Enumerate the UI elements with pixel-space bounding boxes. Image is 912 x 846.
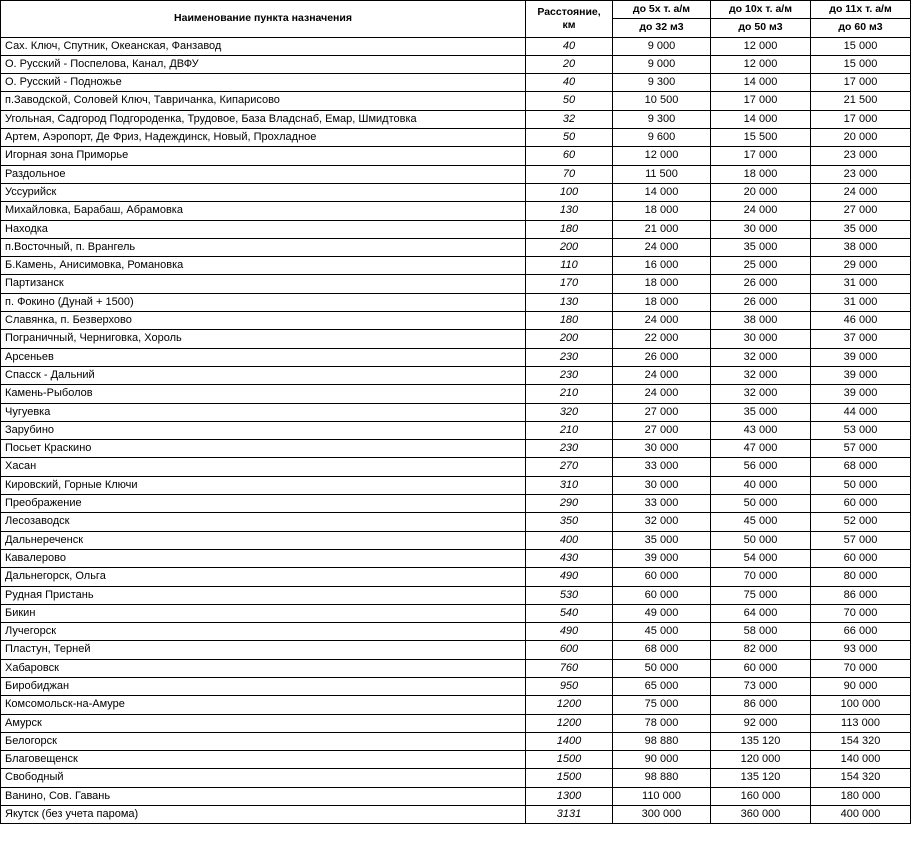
price-11t-cell: 24 000 — [811, 183, 911, 201]
price-10t-cell: 86 000 — [711, 696, 811, 714]
table-row — [1, 257, 911, 275]
price-10t-cell: 120 000 — [711, 751, 811, 769]
price-5t-cell: 50 000 — [613, 659, 711, 677]
price-11t-cell: 60 000 — [811, 549, 911, 567]
table-row — [1, 293, 911, 311]
price-5t-cell: 9 300 — [613, 74, 711, 92]
header-truck11-top: до 11х т. а/м — [811, 1, 911, 19]
distance-cell: 70 — [526, 165, 613, 183]
destination-name-cell: Биробиджан — [1, 677, 526, 695]
price-11t-cell: 44 000 — [811, 403, 911, 421]
price-11t-cell: 27 000 — [811, 202, 911, 220]
table-row — [1, 495, 911, 513]
distance-cell: 350 — [526, 513, 613, 531]
destination-name-cell: Благовещенск — [1, 751, 526, 769]
table-row — [1, 696, 911, 714]
distance-cell: 540 — [526, 604, 613, 622]
price-11t-cell: 53 000 — [811, 421, 911, 439]
price-10t-cell: 18 000 — [711, 165, 811, 183]
destination-name-cell: Свободный — [1, 769, 526, 787]
table-row — [1, 751, 911, 769]
price-10t-cell: 32 000 — [711, 348, 811, 366]
price-5t-cell: 22 000 — [613, 330, 711, 348]
price-10t-cell: 45 000 — [711, 513, 811, 531]
destination-name-cell: Якутск (без учета парома) — [1, 806, 526, 824]
distance-cell: 490 — [526, 568, 613, 586]
price-11t-cell: 66 000 — [811, 623, 911, 641]
destination-name-cell: Сах. Ключ, Спутник, Океанская, Фанзавод — [1, 37, 526, 55]
destination-name-cell: Дальнегорск, Ольга — [1, 568, 526, 586]
price-10t-cell: 26 000 — [711, 275, 811, 293]
price-11t-cell: 23 000 — [811, 165, 911, 183]
destination-name-cell: Спасск - Дальний — [1, 366, 526, 384]
price-11t-cell: 57 000 — [811, 531, 911, 549]
price-11t-cell: 154 320 — [811, 769, 911, 787]
price-10t-cell: 54 000 — [711, 549, 811, 567]
distance-cell: 290 — [526, 495, 613, 513]
table-row — [1, 348, 911, 366]
price-11t-cell: 50 000 — [811, 476, 911, 494]
price-11t-cell: 39 000 — [811, 366, 911, 384]
price-11t-cell: 31 000 — [811, 275, 911, 293]
price-5t-cell: 65 000 — [613, 677, 711, 695]
distance-cell: 1200 — [526, 714, 613, 732]
price-5t-cell: 18 000 — [613, 293, 711, 311]
header-distance-line1: Расстояние, — [537, 5, 601, 18]
price-11t-cell: 23 000 — [811, 147, 911, 165]
destination-name-cell: Лесозаводск — [1, 513, 526, 531]
price-5t-cell: 300 000 — [613, 806, 711, 824]
price-5t-cell: 10 500 — [613, 92, 711, 110]
price-10t-cell: 14 000 — [711, 74, 811, 92]
price-11t-cell: 68 000 — [811, 458, 911, 476]
price-10t-cell: 50 000 — [711, 495, 811, 513]
header-truck5-bottom: до 32 м3 — [613, 19, 711, 37]
price-10t-cell: 32 000 — [711, 366, 811, 384]
price-10t-cell: 47 000 — [711, 440, 811, 458]
table-row — [1, 604, 911, 622]
price-11t-cell: 154 320 — [811, 732, 911, 750]
price-10t-cell: 26 000 — [711, 293, 811, 311]
price-11t-cell: 15 000 — [811, 55, 911, 73]
destination-name-cell: О. Русский - Поспелова, Канал, ДВФУ — [1, 55, 526, 73]
table-row — [1, 458, 911, 476]
price-10t-cell: 20 000 — [711, 183, 811, 201]
price-5t-cell: 9 000 — [613, 55, 711, 73]
table-row — [1, 110, 911, 128]
price-11t-cell: 80 000 — [811, 568, 911, 586]
price-5t-cell: 26 000 — [613, 348, 711, 366]
price-5t-cell: 24 000 — [613, 312, 711, 330]
price-10t-cell: 64 000 — [711, 604, 811, 622]
price-10t-cell: 15 500 — [711, 129, 811, 147]
header-truck10-top: до 10х т. а/м — [711, 1, 811, 19]
distance-cell: 100 — [526, 183, 613, 201]
price-10t-cell: 56 000 — [711, 458, 811, 476]
distance-cell: 530 — [526, 586, 613, 604]
price-11t-cell: 86 000 — [811, 586, 911, 604]
distance-cell: 40 — [526, 74, 613, 92]
price-10t-cell: 14 000 — [711, 110, 811, 128]
destination-name-cell: Зарубино — [1, 421, 526, 439]
price-11t-cell: 57 000 — [811, 440, 911, 458]
distance-cell: 270 — [526, 458, 613, 476]
price-10t-cell: 360 000 — [711, 806, 811, 824]
price-5t-cell: 78 000 — [613, 714, 711, 732]
price-10t-cell: 70 000 — [711, 568, 811, 586]
price-10t-cell: 135 120 — [711, 769, 811, 787]
price-5t-cell: 24 000 — [613, 238, 711, 256]
header-truck10-bottom: до 50 м3 — [711, 19, 811, 37]
price-11t-cell: 400 000 — [811, 806, 911, 824]
price-11t-cell: 52 000 — [811, 513, 911, 531]
distance-cell: 320 — [526, 403, 613, 421]
price-5t-cell: 35 000 — [613, 531, 711, 549]
price-10t-cell: 60 000 — [711, 659, 811, 677]
price-10t-cell: 12 000 — [711, 55, 811, 73]
destination-name-cell: Пограничный, Черниговка, Хороль — [1, 330, 526, 348]
price-5t-cell: 39 000 — [613, 549, 711, 567]
distance-cell: 1200 — [526, 696, 613, 714]
price-11t-cell: 140 000 — [811, 751, 911, 769]
price-10t-cell: 35 000 — [711, 238, 811, 256]
table-row — [1, 549, 911, 567]
price-10t-cell: 17 000 — [711, 92, 811, 110]
price-10t-cell: 17 000 — [711, 147, 811, 165]
table-row — [1, 403, 911, 421]
price-5t-cell: 27 000 — [613, 403, 711, 421]
price-11t-cell: 113 000 — [811, 714, 911, 732]
price-5t-cell: 68 000 — [613, 641, 711, 659]
table-row — [1, 714, 911, 732]
table-row — [1, 366, 911, 384]
header-distance — [526, 1, 613, 38]
price-11t-cell: 46 000 — [811, 312, 911, 330]
table-row — [1, 623, 911, 641]
price-5t-cell: 60 000 — [613, 568, 711, 586]
distance-cell: 1300 — [526, 787, 613, 805]
distance-cell: 130 — [526, 202, 613, 220]
price-11t-cell: 29 000 — [811, 257, 911, 275]
price-5t-cell: 49 000 — [613, 604, 711, 622]
price-11t-cell: 15 000 — [811, 37, 911, 55]
destination-name-cell: Уссурийск — [1, 183, 526, 201]
price-11t-cell: 70 000 — [811, 659, 911, 677]
distance-cell: 950 — [526, 677, 613, 695]
price-10t-cell: 32 000 — [711, 385, 811, 403]
price-5t-cell: 110 000 — [613, 787, 711, 805]
price-11t-cell: 90 000 — [811, 677, 911, 695]
destination-name-cell: Находка — [1, 220, 526, 238]
price-5t-cell: 30 000 — [613, 476, 711, 494]
price-10t-cell: 92 000 — [711, 714, 811, 732]
destination-name-cell: Лучегорск — [1, 623, 526, 641]
table-row — [1, 74, 911, 92]
table-row — [1, 806, 911, 824]
price-10t-cell: 82 000 — [711, 641, 811, 659]
table-row — [1, 129, 911, 147]
price-5t-cell: 24 000 — [613, 366, 711, 384]
distance-cell: 50 — [526, 129, 613, 147]
price-11t-cell: 35 000 — [811, 220, 911, 238]
table-row — [1, 732, 911, 750]
table-row — [1, 385, 911, 403]
price-5t-cell: 9 600 — [613, 129, 711, 147]
price-10t-cell: 38 000 — [711, 312, 811, 330]
distance-cell: 400 — [526, 531, 613, 549]
price-5t-cell: 60 000 — [613, 586, 711, 604]
price-11t-cell: 180 000 — [811, 787, 911, 805]
table-row — [1, 220, 911, 238]
table-row — [1, 787, 911, 805]
distance-cell: 200 — [526, 238, 613, 256]
distance-cell: 40 — [526, 37, 613, 55]
destination-name-cell: Ванино, Сов. Гавань — [1, 787, 526, 805]
price-11t-cell: 39 000 — [811, 385, 911, 403]
price-10t-cell: 12 000 — [711, 37, 811, 55]
price-10t-cell: 43 000 — [711, 421, 811, 439]
table-row — [1, 238, 911, 256]
price-10t-cell: 24 000 — [711, 202, 811, 220]
destination-name-cell: Посьет Краскино — [1, 440, 526, 458]
price-11t-cell: 100 000 — [811, 696, 911, 714]
table-row — [1, 659, 911, 677]
destination-name-cell: Угольная, Садгород Подгороденка, Трудовое, База Владснаб, Емар, Шмидтовка — [1, 110, 526, 128]
distance-cell: 600 — [526, 641, 613, 659]
price-5t-cell: 32 000 — [613, 513, 711, 531]
table-row — [1, 55, 911, 73]
table-row — [1, 769, 911, 787]
destination-name-cell: п.Заводской, Соловей Ключ, Тавричанка, Кипарисово — [1, 92, 526, 110]
destination-name-cell: Кировский, Горные Ключи — [1, 476, 526, 494]
distance-cell: 130 — [526, 293, 613, 311]
price-5t-cell: 11 500 — [613, 165, 711, 183]
price-10t-cell: 50 000 — [711, 531, 811, 549]
table-row — [1, 513, 911, 531]
price-5t-cell: 98 880 — [613, 732, 711, 750]
price-11t-cell: 60 000 — [811, 495, 911, 513]
destination-name-cell: п. Фокино (Дунай + 1500) — [1, 293, 526, 311]
price-5t-cell: 16 000 — [613, 257, 711, 275]
price-10t-cell: 30 000 — [711, 330, 811, 348]
destination-name-cell: Амурск — [1, 714, 526, 732]
destination-name-cell: Раздольное — [1, 165, 526, 183]
table-row — [1, 202, 911, 220]
price-5t-cell: 33 000 — [613, 495, 711, 513]
distance-cell: 20 — [526, 55, 613, 73]
distance-cell: 210 — [526, 385, 613, 403]
distance-cell: 50 — [526, 92, 613, 110]
table-row — [1, 92, 911, 110]
price-10t-cell: 35 000 — [711, 403, 811, 421]
price-5t-cell: 33 000 — [613, 458, 711, 476]
price-5t-cell: 9 300 — [613, 110, 711, 128]
table-row — [1, 531, 911, 549]
price-11t-cell: 17 000 — [811, 110, 911, 128]
distance-cell: 32 — [526, 110, 613, 128]
price-5t-cell: 24 000 — [613, 385, 711, 403]
price-11t-cell: 37 000 — [811, 330, 911, 348]
price-11t-cell: 70 000 — [811, 604, 911, 622]
price-5t-cell: 45 000 — [613, 623, 711, 641]
destination-name-cell: Кавалерово — [1, 549, 526, 567]
destination-name-cell: Преображение — [1, 495, 526, 513]
price-5t-cell: 12 000 — [613, 147, 711, 165]
distance-cell: 3131 — [526, 806, 613, 824]
distance-cell: 210 — [526, 421, 613, 439]
destination-name-cell: Чугуевка — [1, 403, 526, 421]
distance-cell: 180 — [526, 312, 613, 330]
price-5t-cell: 18 000 — [613, 275, 711, 293]
price-10t-cell: 135 120 — [711, 732, 811, 750]
distance-cell: 60 — [526, 147, 613, 165]
table-row — [1, 677, 911, 695]
table-row — [1, 330, 911, 348]
header-truck11-bottom: до 60 м3 — [811, 19, 911, 37]
destination-name-cell: Белогорск — [1, 732, 526, 750]
price-5t-cell: 75 000 — [613, 696, 711, 714]
price-10t-cell: 160 000 — [711, 787, 811, 805]
destination-name-cell: Комсомольск-на-Амуре — [1, 696, 526, 714]
distance-cell: 170 — [526, 275, 613, 293]
destination-name-cell: Камень-Рыболов — [1, 385, 526, 403]
table-row — [1, 568, 911, 586]
table-row — [1, 275, 911, 293]
table-row — [1, 476, 911, 494]
destination-name-cell: О. Русский - Подножье — [1, 74, 526, 92]
distance-cell: 230 — [526, 366, 613, 384]
table-row — [1, 641, 911, 659]
destination-name-cell: Хасан — [1, 458, 526, 476]
distance-cell: 490 — [526, 623, 613, 641]
destination-name-cell: Игорная зона Приморье — [1, 147, 526, 165]
destination-name-cell: Артем, Аэропорт, Де Фриз, Надеждинск, Новый, Прохладное — [1, 129, 526, 147]
table-row — [1, 183, 911, 201]
price-11t-cell: 17 000 — [811, 74, 911, 92]
destination-name-cell: Михайловка, Барабаш, Абрамовка — [1, 202, 526, 220]
header-distance-line2: км — [562, 18, 576, 31]
price-10t-cell: 58 000 — [711, 623, 811, 641]
price-10t-cell: 25 000 — [711, 257, 811, 275]
destination-name-cell: Бикин — [1, 604, 526, 622]
price-5t-cell: 18 000 — [613, 202, 711, 220]
distance-cell: 310 — [526, 476, 613, 494]
price-11t-cell: 38 000 — [811, 238, 911, 256]
distance-cell: 1500 — [526, 751, 613, 769]
distance-cell: 1500 — [526, 769, 613, 787]
price-5t-cell: 90 000 — [613, 751, 711, 769]
destination-name-cell: Б.Камень, Анисимовка, Романовка — [1, 257, 526, 275]
table-row — [1, 440, 911, 458]
price-5t-cell: 9 000 — [613, 37, 711, 55]
price-11t-cell: 93 000 — [811, 641, 911, 659]
distance-cell: 230 — [526, 440, 613, 458]
price-10t-cell: 73 000 — [711, 677, 811, 695]
price-5t-cell: 27 000 — [613, 421, 711, 439]
distance-cell: 200 — [526, 330, 613, 348]
price-10t-cell: 40 000 — [711, 476, 811, 494]
price-11t-cell: 20 000 — [811, 129, 911, 147]
destination-name-cell: Славянка, п. Безверхово — [1, 312, 526, 330]
distance-cell: 230 — [526, 348, 613, 366]
header-destination-name: Наименование пункта назначения — [1, 1, 526, 38]
price-5t-cell: 21 000 — [613, 220, 711, 238]
distance-cell: 110 — [526, 257, 613, 275]
destination-name-cell: Рудная Пристань — [1, 586, 526, 604]
table-row — [1, 147, 911, 165]
table-row — [1, 421, 911, 439]
distance-cell: 1400 — [526, 732, 613, 750]
destination-name-cell: Арсеньев — [1, 348, 526, 366]
destination-name-cell: Дальнереченск — [1, 531, 526, 549]
distance-cell: 430 — [526, 549, 613, 567]
destination-name-cell: п.Восточный, п. Врангель — [1, 238, 526, 256]
destination-name-cell: Партизанск — [1, 275, 526, 293]
price-11t-cell: 39 000 — [811, 348, 911, 366]
price-5t-cell: 14 000 — [613, 183, 711, 201]
distance-cell: 760 — [526, 659, 613, 677]
table-row — [1, 586, 911, 604]
price-10t-cell: 75 000 — [711, 586, 811, 604]
price-5t-cell: 30 000 — [613, 440, 711, 458]
price-11t-cell: 31 000 — [811, 293, 911, 311]
table-row — [1, 312, 911, 330]
destination-name-cell: Хабаровск — [1, 659, 526, 677]
destination-name-cell: Пластун, Терней — [1, 641, 526, 659]
table-row — [1, 37, 911, 55]
table-row — [1, 165, 911, 183]
header-truck5-top: до 5х т. а/м — [613, 1, 711, 19]
price-10t-cell: 30 000 — [711, 220, 811, 238]
table-body — [1, 37, 911, 824]
price-5t-cell: 98 880 — [613, 769, 711, 787]
price-11t-cell: 21 500 — [811, 92, 911, 110]
distance-cell: 180 — [526, 220, 613, 238]
